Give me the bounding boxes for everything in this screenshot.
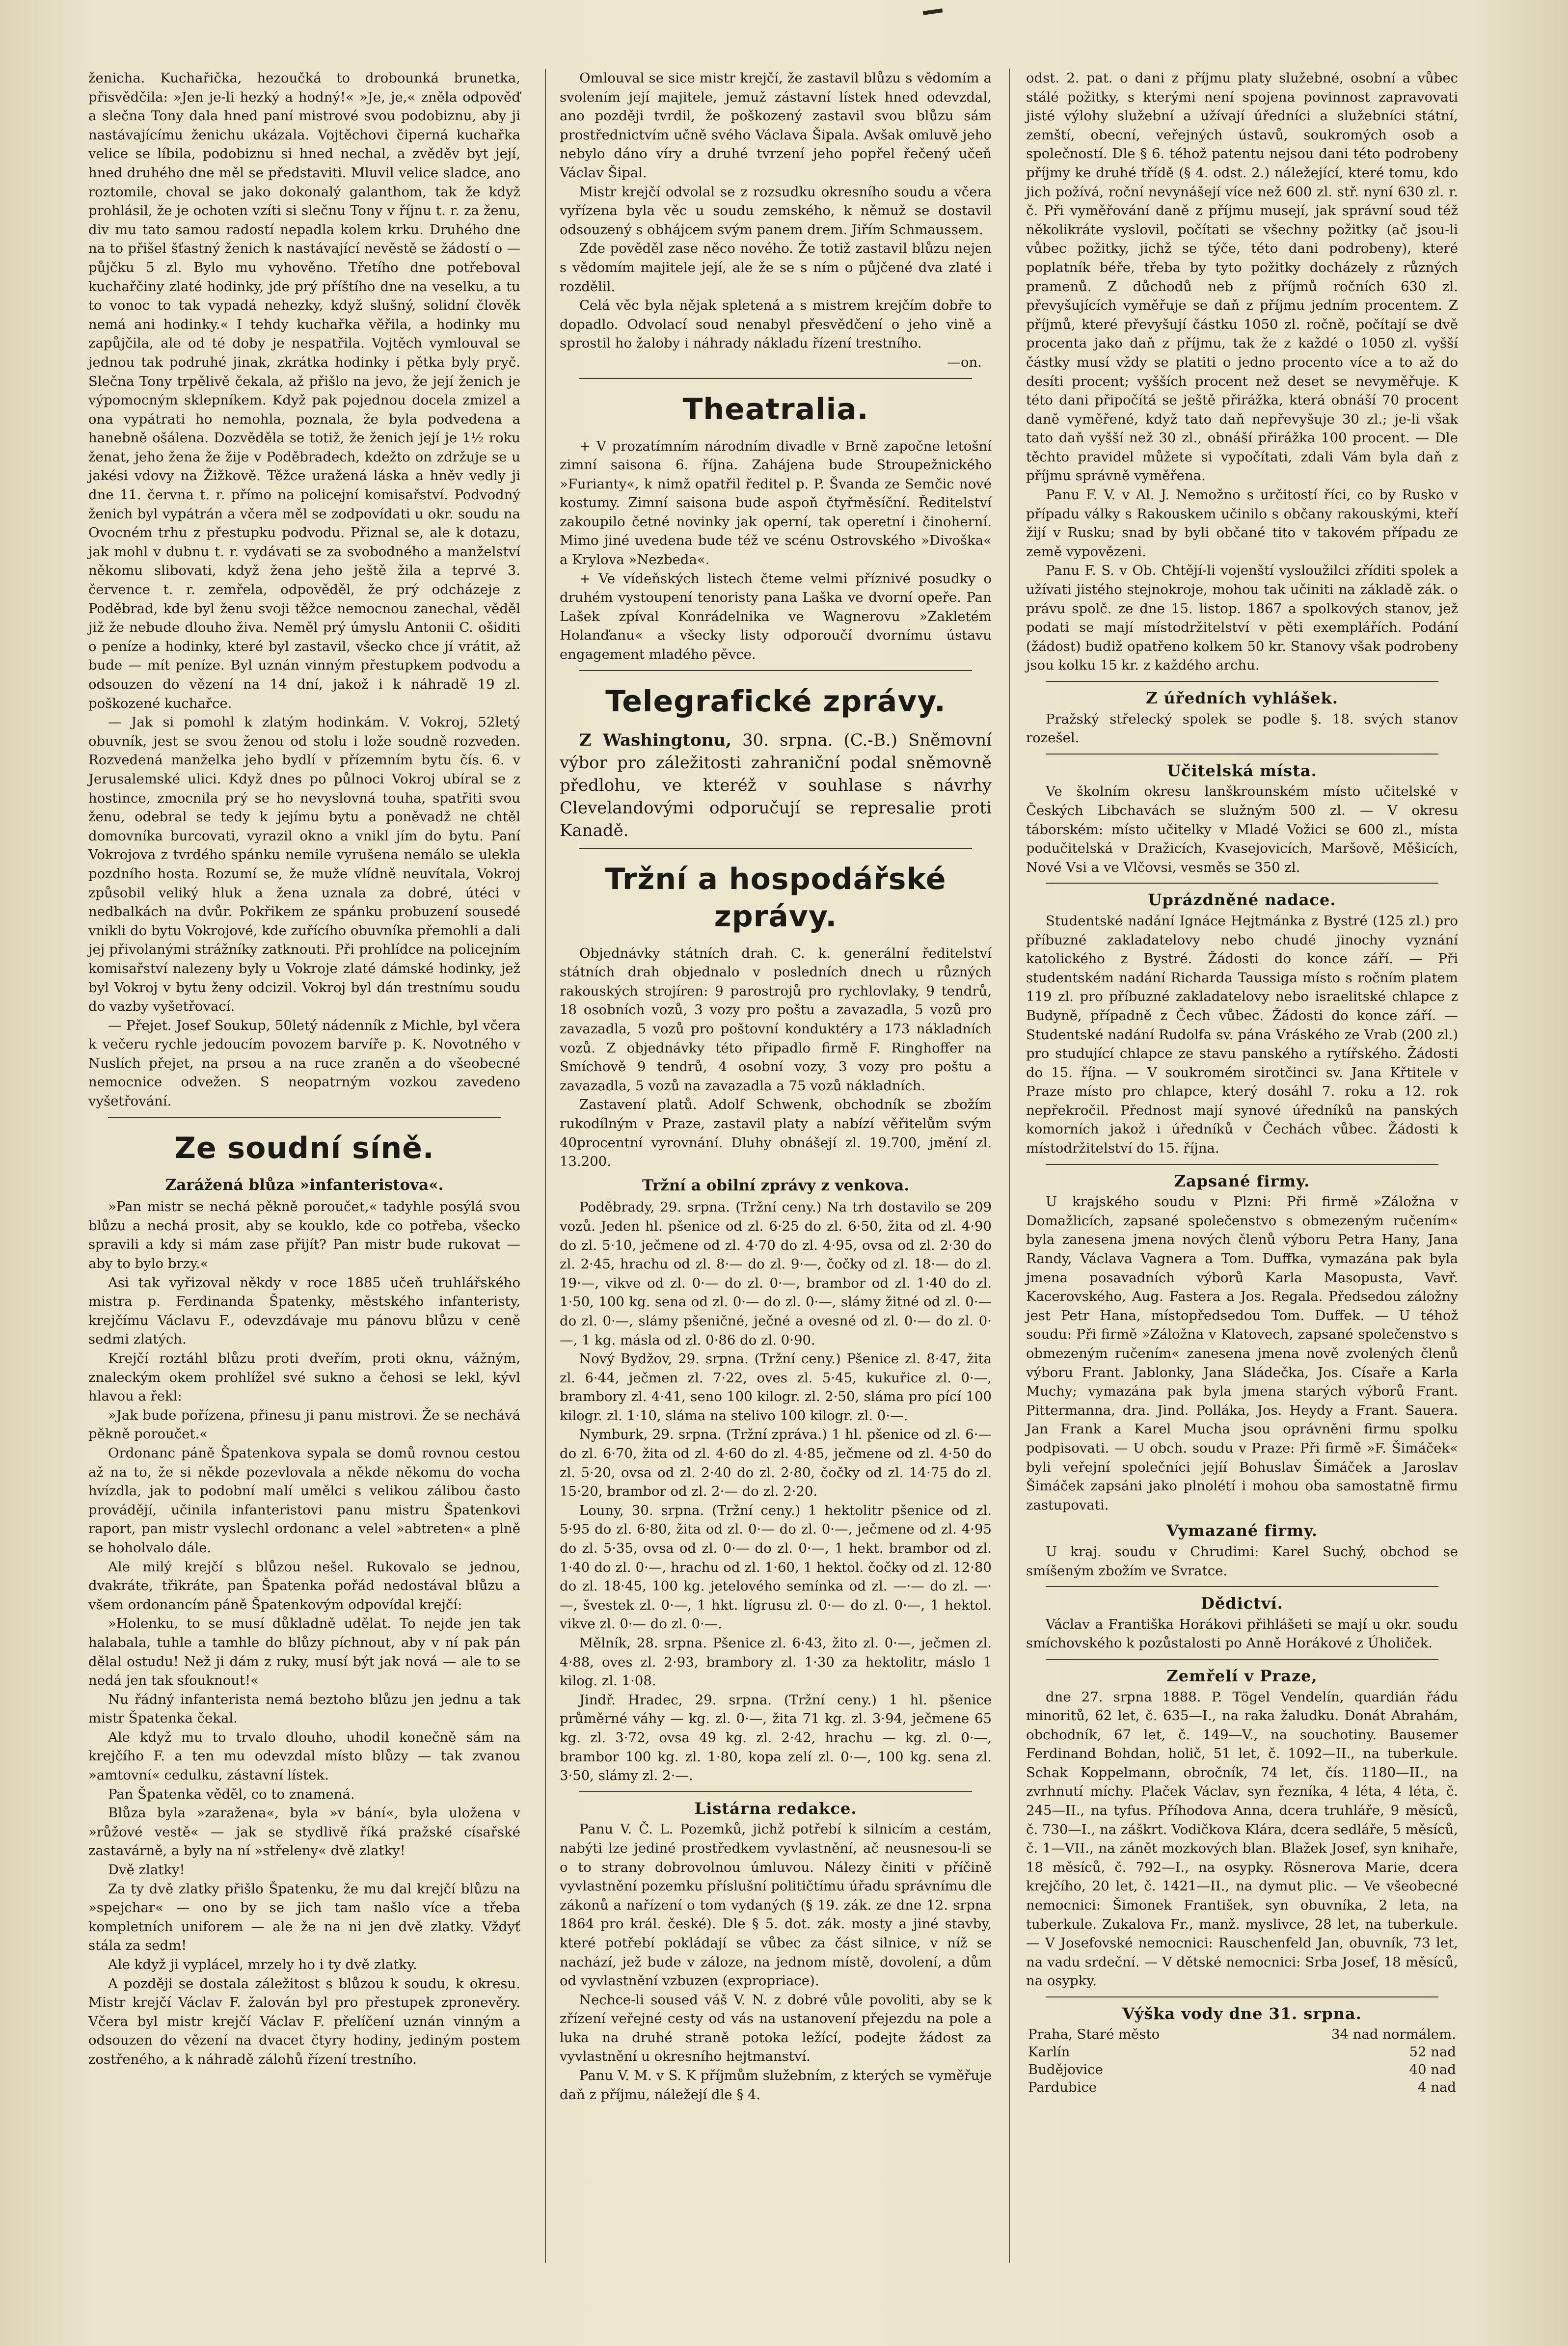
article-text: ženicha. Kuchařička, hezoučká to drobounká brunetka, přisvědčila: »Jen je-li hezký a hodný!« »Je, je,« zněla odpověď a slečna Tony dala hned paní mistrové svou podobiznu, aby ji nastávajícímu ženichu ukázala. Vojtěchovi čiperná kuchařka velice se líbila, podobiznu si hned nechal, a zvěděv byt její, hned druhého dne měl se představiti. Mluvil velice sladce, ano roztomile, choval se jako dokonalý galanthom, tak že když prohlásil, že je ochoten vzíti si slečnu Tony v říjnu t. r. za ženu, div mu tato samou radostí nepadla kolem krku. Druhého dne na to přišel šťastný ženich k nastávající nevěstě se žádostí o — půjčku 5 zl. Bylo mu vyhověno. Třetího dne potřeboval kuchařčiny zlaté hodinky, jde prý příštího dne na veselku, a tu to vonoc to tak vypadá nehezky, když slušný, solidní člověk nemá ani hodinky.« I tehdy kuchařka věřila, a hodinky mu zapůjčila, ale od té doby je nespatřila. Vojtěch vymlouval se jednou tak podruhé jinak, zkrátka hodinky i pětka byly pryč. Slečna Tony trpělivě čekala, až přišlo na jevo, že její ženich je výpomocným sklepníkem. Když pak pojednou docela zmizel a ona vypátrati ho nemohla, poznala, že byla podvedena a hanebně ošálena. Dozvěděla se totiž, že ženich její je 1½ roku ženat, jeho žena že žije v Poděbradech, kdežto on zdržuje se u jakési vdovy na Žižkově. Těžce uražená láska a hněv vedly ji dne 11. června t. r. přímo na policejní komisařství. Podvodný ženich byl vypátrán a včera měl se zodpovídati u okr. soudu na Ovocném trhu z přestupku podvodu. Přiznal se, ale k dotazu, jak mohl v dubnu t. r. vydávati se za svobodného a manželství někomu slibovati, když žena jeho ještě žila a teprvé 3. července t. r. zemřela, odpověděl, že prý odcházeje z Poděbrad, kde byl ženu svoji těžce nemocnou zanechal, věděl již že nebude dlouho živa. Neměl prý úmyslu Antonii C. ošiditi o peníze a hodinky, které byl zastavil, všecko chce jí vrátit, až bude — mít peníze. Byl uznán vinným přestupkem podvodu a odsouzen do vězení na 14 dní, jakož i k náhradě 19 zl. poškozené kuchařce. xyxy=(88,70,520,711)
separator xyxy=(108,1117,501,1118)
wire-date: 30. srpna. (C.-B.) xyxy=(742,730,897,750)
paragraph: Asi tak vyřizoval někdy v roce 1885 učeň truhlářského mistra p. Ferdinanda Špatenky, městského infanteristy, krejčímu Václavu F., odevzdávaje mu pánovu blůzu v ceně sedmi zlatých. xyxy=(88,1274,520,1348)
section-heading-theatralia: Theatralia. xyxy=(682,392,869,427)
table-row xyxy=(1026,2025,1458,2043)
water-place: Pardubice xyxy=(1028,2079,1097,2095)
paragraph: Panu F. V. v Al. J. Nemožno s určitostí říci, co by Rusko v případu války s Rakouskem učinilo s občany rakouskými, kteří žijí v Rusku; snad by byli občané tito v takovém případu ze země vypovězeni. xyxy=(1026,487,1458,560)
section-heading-telegraf: Telegrafické zprávy. xyxy=(605,684,946,719)
separator xyxy=(1046,681,1438,682)
paragraph: Za ty dvě zlatky přišlo Špatenku, že mu dal krejčí blůzu na »spejchar« — ono by se jich tam našlo více a třeba kompletních uniforem — ale že na ni jen dvě zlatky. Vždyť stála za sedm! xyxy=(88,1881,520,1954)
paragraph: Panu V. Č. L. Pozemků, jichž potřebí k silnicím a cestám, nabýti lze jediné prostředkem vyvlastnění, ač neusnesou-li se o to strany dobrovolnou úmluvou. Nálezy činiti v příčině vyvlastnění pozemku příslušní političtímu úřadu správnímu dle zákonů a nařízení o tom vydaných (§ 19. zák. ze dne 12. srpna 1864 pro král. české). Dle § 5. dot. zák. mosty a jiné stavby, které potřebí pokládají se vůbec za část silnice, v níž se nachází, jež bude v záloze, na jednom místě, dovolení, a dům od vyvlastnění vzbuzen (expropriace). xyxy=(560,1821,992,1989)
paragraph: U krajského soudu v Plzni: Při firmě »Záložna v Domažlicích, zapsané společenstvo s obmezeným ručením« byla zanesena jmena nových členů výboru Petra Hany, Jana Randy, Václava Vagnera a Tom. Duffka, vymazána pak byla jmena posavadních výborů Karla Masopusta, Vavř. Kacerovského, Aug. Fastera a Jos. Regala. Předsedou záložny jest Petr Hana, místopředsedou Tom. Duffek. — U téhož soudu: Při firmě »Záložna v Klatovech, zapsané společenstvo s obmezeným ručením« zanesena jmena nově zvolených členů výboru Frant. Jablonky, Jana Sládečka, Jos. Císaře a Karla Muchy; vymazána pak byla jmena starých výborů Frant. Pittermanna, dra. Jind. Polláka, Jos. Heydy a Frant. Sauera. Jan Frank a Karel Mucha jsou oprávněni firmu spolku podpisovati. — U obch. soudu v Praze: Při firmě »F. Šimáček« byli veřejní společníci jejíí Bohuslav Šimáček a Jaroslav Šimáček zapsáni jako plnolétí i mohou oba samostatně firmu zastupovati. xyxy=(1026,1194,1458,1513)
column-3 xyxy=(1026,69,1458,2096)
table-row xyxy=(1026,2043,1458,2061)
section-heading-listarna: Listárna redakce. xyxy=(694,1799,857,1818)
market-report: Mělník, 28. srpna. Pšenice zl. 6·43, žito zl. 0·—, ječmen zl. 4·88, oves zl. 2·93, brambory zl. 1·30 za hektolitr, máslo 1 kilog. zl. 1·08. xyxy=(560,1635,992,1689)
paragraph: Celá věc byla nějak spletená a s mistrem krejčím dobře to dopadlo. Odvolací soud nenabyl přesvědčení o jeho vině a sprostil ho žaloby i náhrady nákladu řízení trestního. xyxy=(560,297,992,351)
paragraph: U kraj. soudu v Chrudimi: Karel Suchý, obchod se smíšeným zbožím ve Svratce. xyxy=(1026,1543,1458,1579)
water-value: 40 nad xyxy=(1409,2061,1456,2077)
table-row xyxy=(1026,2078,1458,2096)
paragraph: Zde pověděl zase něco nového. Že totiž zastavil blůzu nejen s vědomím majitele její, ale že se s ním o půjčené dva zlaté i rozdělil. xyxy=(560,241,992,295)
paragraph: odst. 2. pat. o dani z příjmu platy služebné, osobní a vůbec stálé požitky, s kterými není spojena povinnost zapravovati jisté výlohy služební a užívají úředníci a služebníci státní, zemští, obecní, veřejných ústavů, soukromých osob a společností. Dle § 6. téhož patentu nejsou dani této podrobeny příjmy ke druhé třídě (§ 4. odst. 2.) náležející, které tomu, kdo jich požívá, roční nevynášejí více než 600 zl. stř. nyní 630 zl. r. č. Při vyměřování daně z příjmu musejí, jak správní soud též několikráte vyslovil, počítati se všechny požitky (ač jsou-li vůbec požitky, jichž se týče, této dani podrobeny), které poplatník béře, třeba by tyto požitky docházely z různých pramenů. Z důchodů neb z příjmů ročních 630 zl. převyšujících vyměřuje se daň z příjmu jedním procentem. Z příjmů, které převyšují částku 1050 zl. ročně, počítají se dvě procenta jako daň z příjmu, tak že z každé o 1050 zl. vyšší částky musí vždy se platiti o jedno procento více a to až do desíti procent; vyšších procent než deset se nevyměřuje. K této dani připočítá se ještě přirážka, která obnáší 70 procent daně vyměřené, když tato daň nepřevyšuje 30 zl.; je-li však tato daň vyšší než 30 zl., obnáší přirážka 100 procent. — Dle těchto pravidel můžete si vypočítati, zdali Vám byla daň z příjmu správně vyměřena. xyxy=(1026,70,1458,484)
news-item-hodinky: — Jak si pomohl k zlatým hodinkám. V. Vokroj, 52letý obuvník, jest se svou ženou od stolu i lože soudně rozveden. Rozvedená manželka jeho bydlí v přízemním bytu čís. 6. v Jerusalemské ulici. Když dnes po půlnoci Vokroj ubíral se z hostince, zmocnila prý se ho nevyslovná touha, spatřiti svou ženu, odebral se tedy k jejímu bytu a poněvadž ne chtěl domovníka burcovati, vyrazil okno a vnikl jím do bytu. Paní Vokrojova z tvrdého spánku nemile vyrušena nemálo se ulekla pozdního hosta. Rozumí se, že muže vlídně neuvítala, Vokroj způsobil veliký hluk a žena uznala za dobré, útéci v nedbalkách na dvůr. Pokřikem ze spánku probuzení sousedé vnikli do bytu Vokrojové, kde zuřícího obuvníka přemohli a dali jej přivolanými strážníky zatknouti. Při prohlídce na policejním komisařství nalezeny byly u Vokroje zlaté dámské hodinky, jež byl Vokroj v bytu ženy odcizil. Vokroj byl dán trestnímu soudu do vazby vyšetřovací. xyxy=(88,714,520,1015)
wire-place: Z Washingtonu, xyxy=(579,730,732,750)
wire-text: Sněmovní výbor pro záležitosti zahraniční podal sněmovně předlohu, ve kteréž v souhlase s návrhy Clevelandovými odporučují se represalie proti Kanadě. xyxy=(560,730,992,840)
separator xyxy=(1046,1996,1438,1997)
section-heading-nadace: Uprázdněné nadace. xyxy=(1148,890,1336,910)
separator xyxy=(1046,1586,1438,1587)
separator xyxy=(1046,883,1438,884)
market-report: Poděbrady, 29. srpna. (Tržní ceny.) Na trh dostavilo se 209 vozů. Jeden hl. pšenice od zl. 6·25 do zl. 6·50, žita od zl. 4·90 do zl. 5·10, ječmene od zl. 4·70 do zl. 4·95, ovsa od zl. 2·30 do zl. 2·45, hrachu od zl. 8·— do zl. 9·—, čočky od zl. 18·— do zl. 19·—, vikve od zl. 0·— do zl. 0·—, brambor od zl. 1·40 do zl. 1·50, 100 kg. sena od zl. 0·— do zl. 0·—, slámy žitné od zl. 0·— do zl. 0·—, slámy pšeničné, ječné a ovesné od zl. 0·— do zl. 0·—, 1 kg. másla od zl. 0·86 do zl. 0·90. xyxy=(560,1199,992,1348)
paragraph: Dvě zlatky! xyxy=(108,1862,185,1878)
separator xyxy=(1046,1164,1438,1165)
water-place: Praha, Staré město xyxy=(1028,2026,1160,2042)
paragraph: Studentské nadání Ignáce Hejtmánka z Bystré (125 zl.) pro příbuzné zakladatelovy nebo chudé jinochy vyznání katolického z Bystré. Žádosti do konce září. — Při studentském nadání Richarda Taussiga místo s ročním platem 119 zl. pro příbuzné zakladatelovy nebo israelitské chlapce z Budyně, případně z Čech vůbec. Žádosti do konce září. — Studentské nadání Rudolfa sv. pána Vráského ze Vrab (200 zl.) pro studující chlapce ze stavu panského a rytířského. Žádosti do 15. října. — V soukromém sirotčinci sv. Jana Křtitele v Praze místo pro chlapce, který dosáhl 7. roku a 12. rok nepřekročil. Přednost mají synové úředníků na panských komorních jakož i úředníků v Čechách vůbec. Žádosti k místodržitelství do 15. října. xyxy=(1026,913,1458,1157)
section-heading-vymaz: Vymazané firmy. xyxy=(1166,1521,1318,1540)
paragraph: Zastavení platů. Adolf Schwenk, obchodník se zbožím rukodílným v Praze, zastavil platy a nabízí věřitelům svým 40procentní vyrovnání. Dluhy obnášejí zl. 19.700, jmění zl. 13.200. xyxy=(560,1097,992,1170)
column-1 xyxy=(88,69,520,2069)
paragraph: Panu F. S. v Ob. Chtějí-li vojenští vysloužilci zříditi spolek a užívati jistého stejnokroje, mohou tak učiniti na základě zák. o právu spolč. ze dne 15. listop. 1867 a spolkových stanov, jež podati se mají místodržitelství v pěti exemplářích. Podání (žádost) budiž opatřeno kolkem 50 kr. Stanovy však podrobeny jsou kolku 15 kr. z každého archu. xyxy=(1026,563,1458,674)
separator xyxy=(579,670,972,671)
column-2 xyxy=(560,69,992,2104)
section-heading-soudni-sine: Ze soudní síně. xyxy=(174,1131,434,1165)
section-heading-trzni: Tržní a hospodářské zprávy. xyxy=(605,862,946,934)
separator xyxy=(1046,1659,1438,1660)
separator xyxy=(579,1791,972,1792)
paragraph: Ale milý krejčí s blůzou nešel. Rukovalo se jednou, dvakráte, třikráte, pan Špatenka pořád nedostával blůzu a všem ordonancím páně Špatenkovým odpovídal krejčí: xyxy=(88,1559,520,1613)
section-heading-ucitel: Učitelská místa. xyxy=(1167,761,1317,780)
column-rule-2 xyxy=(1009,69,1010,2263)
news-item-prejet: — Přejet. Josef Soukup, 50letý nádenník z Michle, byl včera k večeru rychle jedoucím povozem barvíře p. K. Novotného v Nuslích přejet, na prsou a na ruce zraněn a do všeobecné nemocnice odvežen. S neopatrným vozkou zavedeno vyšetřování. xyxy=(88,1017,520,1109)
paragraph: »Holenku, to se musí důkladně udělat. To nejde jen tak halabala, tuhle a tamhle do blůzy píchnout, aby v ní pak pán dělal ostudu! Než ji dám z ruky, musí být jak nová — ale to se nedá jen tak sfouknout!« xyxy=(88,1616,520,1689)
paragraph: Nu řádný infanterista nemá beztoho blůzu jen jednu a tak mistr Špatenka čekal. xyxy=(88,1691,520,1726)
water-place: Karlín xyxy=(1028,2044,1070,2060)
section-heading-zemreli: Zemřelí v Praze, xyxy=(1166,1666,1318,1685)
market-report: Nový Bydžov, 29. srpna. (Tržní ceny.) Pšenice zl. 8·47, žita zl. 6·44, ječmen zl. 7·22, oves zl. 5·45, kukuřice zl. 0·—, brambory zl. 4·41, seno 100 kilogr. zl. 2·50, sláma pro pící 100 kilogr. zl. 1·10, sláma na stelivo 100 kilogr. zl. 0·—. xyxy=(560,1351,992,1424)
water-level-title: Výška vody dne 31. srpna. xyxy=(1122,2004,1362,2023)
ink-mark xyxy=(923,8,943,15)
market-report: Jindř. Hradec, 29. srpna. (Tržní ceny.) 1 hl. pšenice průměrné váhy — kg. zl. 0·—, žita 71 kg. zl. 3·94, ječmene 65 kg. zl. 3·72, ovsa 49 kg. zl. 2·42, hrachu — kg. zl. 0·—, brambor 100 kg. zl. 1·80, kopa zelí zl. 0·—, 100 kg. sena zl. 3·50, slámy zl. 2·—. xyxy=(560,1692,992,1784)
section-heading-uredni: Z úředních vyhlášek. xyxy=(1146,689,1338,707)
paragraph: Krejčí roztáhl blůzu proti dveřím, proti oknu, vážným, znaleckým okem prohlížel své sukno a čehosi se lekl, kývl hlavou a řekl: xyxy=(88,1350,520,1404)
water-place: Budějovice xyxy=(1028,2061,1103,2077)
paragraph: Objednávky státních drah. C. k. generální ředitelství státních drah objednalo v posledních dnech u různých rakouských strojíren: 9 parostrojů pro rychlovlaky, 9 tendrů, 18 osobních vozů, 3 vozy pro poštu a zavazadla, 5 vozů pro zavazadla, 5 vozů pro poštovní konduktéry a 173 nákladních vozů. Z objednávky této připadlo firmě F. Ringhoffer na Smíchově 9 tendrů, 4 osobní vozy, 3 vozy pro poštu a zavazadla, 5 vozů na zavazadla a 75 vozů nákladních. xyxy=(560,945,992,1094)
paragraph: »Pan mistr se nechá pěkně poroučet,« tadyhle posýlá svou blůzu a nechá prosit, aby se kouklo, kde co potřeba, všecko spravili a kdy si mám zase přijít? Pan mistr bude rukovat — aby to bylo brzy.« xyxy=(88,1199,520,1272)
paragraph: Panu V. M. v S. K příjmům služebním, z kterých se vyměřuje daň z příjmu, náležejí dle § 4. xyxy=(560,2068,992,2103)
water-value: 34 nad normálem. xyxy=(1331,2026,1456,2042)
market-report: Nymburk, 29. srpna. (Tržní zpráva.) 1 hl. pšenice od zl. 6·— do zl. 6·70, žita od zl. 4·60 do zl. 4·85, ječmene od zl. 4·50 do zl. 5·20, ovsa od zl. 2·40 do zl. 2·80, čočky od zl. 14·75 do zl. 15·20, brambor od zl. 2·— do zl. 2·20. xyxy=(560,1427,992,1500)
separator xyxy=(1046,754,1438,755)
market-report: Louny, 30. srpna. (Tržní ceny.) 1 hektolitr pšenice od zl. 5·95 do zl. 6·80, žita od zl. 0·— do zl. 0·—, ječmene od zl. 4·95 do zl. 5·35, ovsa od zl. 0·— do zl. 0·—, 1 hekt. brambor od zl. 1·40 do zl. 0·—, hrachu od zl. 1·60, 1 hektol. čočky od zl. 12·80 do zl. 18·45, 100 kg. jetelového semínka od zl. —·— do zl. —·—, švestek zl. 0·—, 1 hkt. lígrusu zl. 0·— do zl. 0·—, 1 hektol. vikve zl. 0·— do zl. 0·—. xyxy=(560,1502,992,1632)
column-rule-1 xyxy=(545,69,546,2263)
article-heading-bluza: Zarážená blůza »infanteristova«. xyxy=(165,1176,444,1194)
paragraph: Ve školním okresu lanškrounském místo učitelské v Českých Libchavách se služným 500 zl. — V okresu táborském: místo učitelky v Mladé Vožici se 600 zl., místa podučitelská v Dražicích, Kvasejovicích, Maršově, Měšicích, Nové Vsi a ve Vlčovsi, vesměs se 350 zl. xyxy=(1026,783,1458,875)
subheading-obili: Tržní a obilní zprávy z venkova. xyxy=(642,1176,909,1194)
paragraph: dne 27. srpna 1888. P. Tögel Vendelín, quardián řádu minoritů, 62 let, č. 635—I., na raka žaludku. Donát Abrahám, obchodník, 67 let, č. 149—V., na souchotiny. Bausemer Ferdinand Bohdan, holič, 51 let, č. 1092—II., na tuberkule. Schak Koppelmann, obročník, 74 let, čís. 1180—II., na zvrhnutí míchy. Plaček Václav, syn řezníka, 4 léta, 4 léta, č. 245—II., na tyfus. Příhodova Anna, dcera truhláře, 9 měsíců, č. 730—I., na záškrt. Vodičkova Klára, dcera sedláře, 5 měsíců, č. 1—VII., na zánět mozkových blan. Blažek Josef, syn knihaře, 18 měsíců, č. 792—I., na osypky. Rösnerova Marie, dcera krejčího, 20 let, č. 1421—II., na dymut plic. — Ve všeobecné nemocnici: Šimonek František, syn obuvníka, 2 leta, na tuberkule. Zukalova Fr., manž. myslivce, 28 let, na tuberkule. — V Josefovské nemocnici: Rauschenfeld Jan, obuvník, 73 let, na vadu srdeční. — V dětské nemocnici: Srba Josef, 18 měsíců, na osypky. xyxy=(1026,1689,1458,1989)
paragraph: Ale když mu to trvalo dlouho, uhodil konečně sám na krejčího F. a ten mu odevzdal místo blůzy — tak zvanou »amtovní« cedulku, zástavní lístek. xyxy=(88,1729,520,1783)
paragraph: Ordonanc páně Špatenkova sypala se domů rovnou cestou až na to, že si někde pozevlovala a někde někomu do vocha hvízdla, jak to podobní malí umělci s velikou zálibou často provádějí, učinila infanteristovi panu mistru Špatenkovi raport, pan mistr vyslechl ordonanc a velel »abtreten« a plně se hoholvalo dále. xyxy=(88,1445,520,1556)
paragraph: Ale když ji vyplácel, mrzely ho i ty dvě zlatky. xyxy=(108,1957,417,1972)
paragraph: Václav a Františka Horákovi přihlášeti se mají u okr. soudu smíchovského k pozůstalosti po Anně Horákové z Úholiček. xyxy=(1026,1616,1458,1651)
table-row xyxy=(1026,2061,1458,2078)
paragraph: Pan Špatenka věděl, co to znamená. xyxy=(108,1786,355,1802)
author-signature: —on. xyxy=(947,354,982,370)
water-level-table xyxy=(1026,2025,1458,2096)
wire-report xyxy=(560,729,992,842)
paragraph: Mistr krejčí odvolal se z rozsudku okresního soudu a včera vyřízena byla věc u soudu zemského, k němuž se dostavil odsouzený s obhájcem svým panem drem. Jiřím Schmaussem. xyxy=(560,184,992,238)
paragraph: + Ve vídeňských listech čteme velmi příznivé posudky o druhém vystoupení tenoristy pana Laška ve dvorní opeře. Pan Lašek zpíval Konrádelnika ve Wagnerovu »Zakletém Holanďanu« a všecky listy odporoučí dvornímu ústavu engagement mladého pěvce. xyxy=(560,570,992,663)
water-value: 52 nad xyxy=(1409,2044,1456,2060)
paragraph: Blůza byla »zaražena«, byla »v bání«, byla uložena v »růžové vestě« — jak se stydlivě říká pražské císařské zastavárně, a byly na ní »střeleny« dvě zlatky! xyxy=(88,1805,520,1859)
separator xyxy=(579,848,972,849)
paragraph: + V prozatímním národním divadle v Brně započne letošní zimní saisona 6. října. Zahájena bude Stroupežnického »Furianty«, k nimž opatřil ředitel p. P. Švanda ze Semčic nové kostumy. Zimní saisona bude aspoň čtyřměsíční. Ředitelství zakoupilo četné novinky jak operní, tak operetní i činoherní. Mimo jiné uvedena bude též ve scénu Ostrovského »Divoška« a Krylova »Nezbeda«. xyxy=(560,438,992,568)
section-heading-dedictvi: Dědictví. xyxy=(1201,1594,1283,1613)
water-value: 4 nad xyxy=(1418,2079,1456,2095)
paragraph: »Jak bude pořízena, přinesu ji panu mistrovi. Že se nechává pěkně poroučet.« xyxy=(88,1407,520,1442)
separator xyxy=(579,378,972,379)
paragraph: A později se dostala záležitost s blůzou k soudu, k okresu. Mistr krejčí Václav F. žalován byl pro přestupek zpronevěry. Včera byl mistr krejčí Václav F. přelíčení uznán vinným a odsouzen do vězení na dvacet čtyry hodiny, jediným postem zostřeného, a k náhradě zálohů řízení trestního. xyxy=(88,1975,520,2067)
paragraph: Omlouval se sice mistr krejčí, že zastavil blůzu s vědomím a svolením její majitele, jemuž zástavní lístek hned odevzdal, ano později tvrdil, že poškozený zastavil svou blůzu sám prostřednictvím učně svého Václava Šipala. Avšak omluvě jeho nebylo dáno víry a druhé tvrzení jeho popřel řečený učeň Václav Šipal. xyxy=(560,70,992,181)
section-heading-firmy: Zapsané firmy. xyxy=(1174,1171,1310,1190)
paragraph: Nechce-li soused váš V. N. z dobré vůle povoliti, aby se k zřízení veřejné cesty od vás na ustanovení přejezdu na pole a luka na druhé straně potoka ležící, podejte žádost za vyvlastnění u okresního hejtmanství. xyxy=(560,1992,992,2065)
paragraph: Pražský střelecký spolek se podle §. 18. svých stanov rozešel. xyxy=(1026,711,1458,746)
